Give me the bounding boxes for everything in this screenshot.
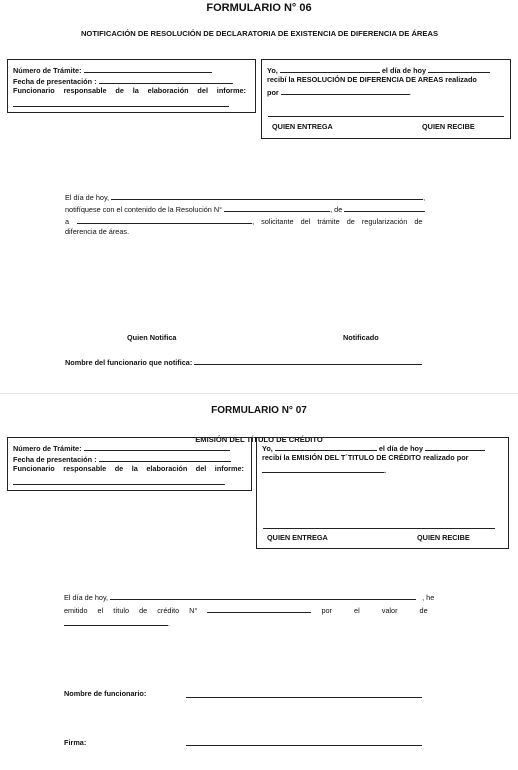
body-line-3 (65, 215, 422, 226)
yo-field[interactable] (280, 64, 380, 73)
funcionario-field[interactable] (13, 106, 229, 107)
quien-entrega-label: QUIEN ENTREGA (267, 533, 328, 542)
titulo-number-field[interactable] (207, 604, 311, 613)
recibi-text: recibí la EMISIÓN DEL T´TITULO DE CRÉDITO realizado por (262, 453, 469, 462)
fecha-field[interactable] (99, 453, 231, 462)
por-row: por . (267, 88, 411, 97)
fecha-row (13, 75, 233, 86)
firma-label: Firma: (64, 738, 87, 747)
quien-notifica-label: Quien Notifica (127, 333, 177, 342)
form-06-applicant-box (7, 59, 256, 113)
form-07-title: FORMULARIO N° 07 (211, 405, 307, 416)
form-07-subtitle: EMISIÓN DEL TÍTULO DE CRÉDITO (195, 435, 323, 444)
body-line-1 (64, 591, 434, 602)
tramite-row (13, 64, 212, 75)
por-label: por (267, 88, 279, 97)
dia-label: el día de hoy (381, 66, 427, 75)
nombre-funcionario-label: Nombre de funcionario: (64, 689, 147, 698)
nombre-funcionario-field[interactable] (186, 697, 422, 698)
form-07-receipt-box (256, 437, 509, 549)
body-l3b-text: , solicitante del trámite de regularización de (252, 217, 423, 226)
fecha-field[interactable] (99, 75, 233, 84)
yo-label: Yo, (267, 66, 278, 75)
por-field[interactable] (281, 86, 409, 95)
dia-field[interactable] (428, 64, 490, 73)
form-06-title: FORMULARIO N° 06 (206, 2, 312, 14)
tramite-field[interactable] (84, 64, 212, 73)
body-l1-text: El día de hoy, (65, 193, 110, 202)
nombre-funcionario-field[interactable] (194, 356, 422, 365)
body-l2b-text: , de (330, 205, 343, 214)
body-l1b-text: , he (422, 593, 435, 602)
body-line-2 (64, 604, 428, 615)
body-line-1: El día de hoy, , (65, 193, 426, 202)
body-date-field[interactable] (111, 191, 423, 200)
yo-field[interactable] (275, 442, 377, 451)
funcionario-field[interactable] (13, 484, 225, 485)
tramite-field[interactable] (84, 442, 230, 451)
funcionario-label: Funcionario responsable de la elaboración del informe: (13, 86, 246, 95)
body-l3a-text: a (65, 217, 70, 226)
signature-line[interactable] (263, 528, 495, 529)
valor-field[interactable] (64, 617, 168, 626)
dia-label: el día de hoy (378, 444, 424, 453)
body-l1a-text: El día de hoy, (64, 593, 109, 602)
body-date-field[interactable] (110, 591, 416, 600)
por-field[interactable] (262, 464, 384, 473)
form-06-receipt-box (261, 59, 511, 139)
form-06-subtitle: NOTIFICACIÓN DE RESOLUCIÓN DE DECLARATORIA DE EXISTENCIA DE DIFERENCIA DE ÁREAS (80, 29, 439, 38)
yo-row (267, 64, 490, 75)
body-l2b-text: por el valor de (321, 606, 428, 615)
fecha-row (13, 453, 231, 464)
fecha-label: Fecha de presentación : (13, 455, 97, 464)
dia-field[interactable] (425, 442, 485, 451)
yo-label: Yo, (262, 444, 273, 453)
por-row: . (262, 464, 386, 475)
recibi-text: recibí la RESOLUCIÓN DE DIFERENCIA DE AREAS realizado (267, 75, 477, 84)
notificado-label: Notificado (343, 333, 379, 342)
resolucion-number-field[interactable] (224, 203, 330, 212)
body-l2a-text: notifíquese con el contenido de la Resolución N° (65, 205, 223, 214)
resolucion-date-field[interactable] (344, 203, 425, 212)
firma-field[interactable] (186, 745, 422, 746)
solicitante-field[interactable] (77, 215, 252, 224)
body-line-2 (65, 203, 425, 214)
quien-recibe-label: QUIEN RECIBE (417, 533, 470, 542)
body-l4-text: diferencia de áreas. (65, 227, 130, 236)
quien-recibe-label: QUIEN RECIBE (422, 122, 475, 131)
tramite-row (13, 442, 230, 453)
quien-entrega-label: QUIEN ENTREGA (272, 122, 333, 131)
nombre-funcionario-label: Nombre del funcionario que notifica: (65, 358, 193, 367)
body-line-3: . (64, 617, 170, 628)
nombre-funcionario-row (65, 356, 422, 367)
signature-line[interactable] (268, 116, 504, 117)
tramite-label: Número de Trámite: (13, 66, 82, 75)
yo-row (262, 442, 485, 453)
body-l2a-text: emitido el título de crédito N° (64, 606, 198, 615)
fecha-label: Fecha de presentación : (13, 77, 97, 86)
tramite-label: Número de Trámite: (13, 444, 82, 453)
funcionario-label: Funcionario responsable de la elaboración del informe: (13, 464, 244, 473)
form-07-applicant-box (7, 437, 252, 491)
